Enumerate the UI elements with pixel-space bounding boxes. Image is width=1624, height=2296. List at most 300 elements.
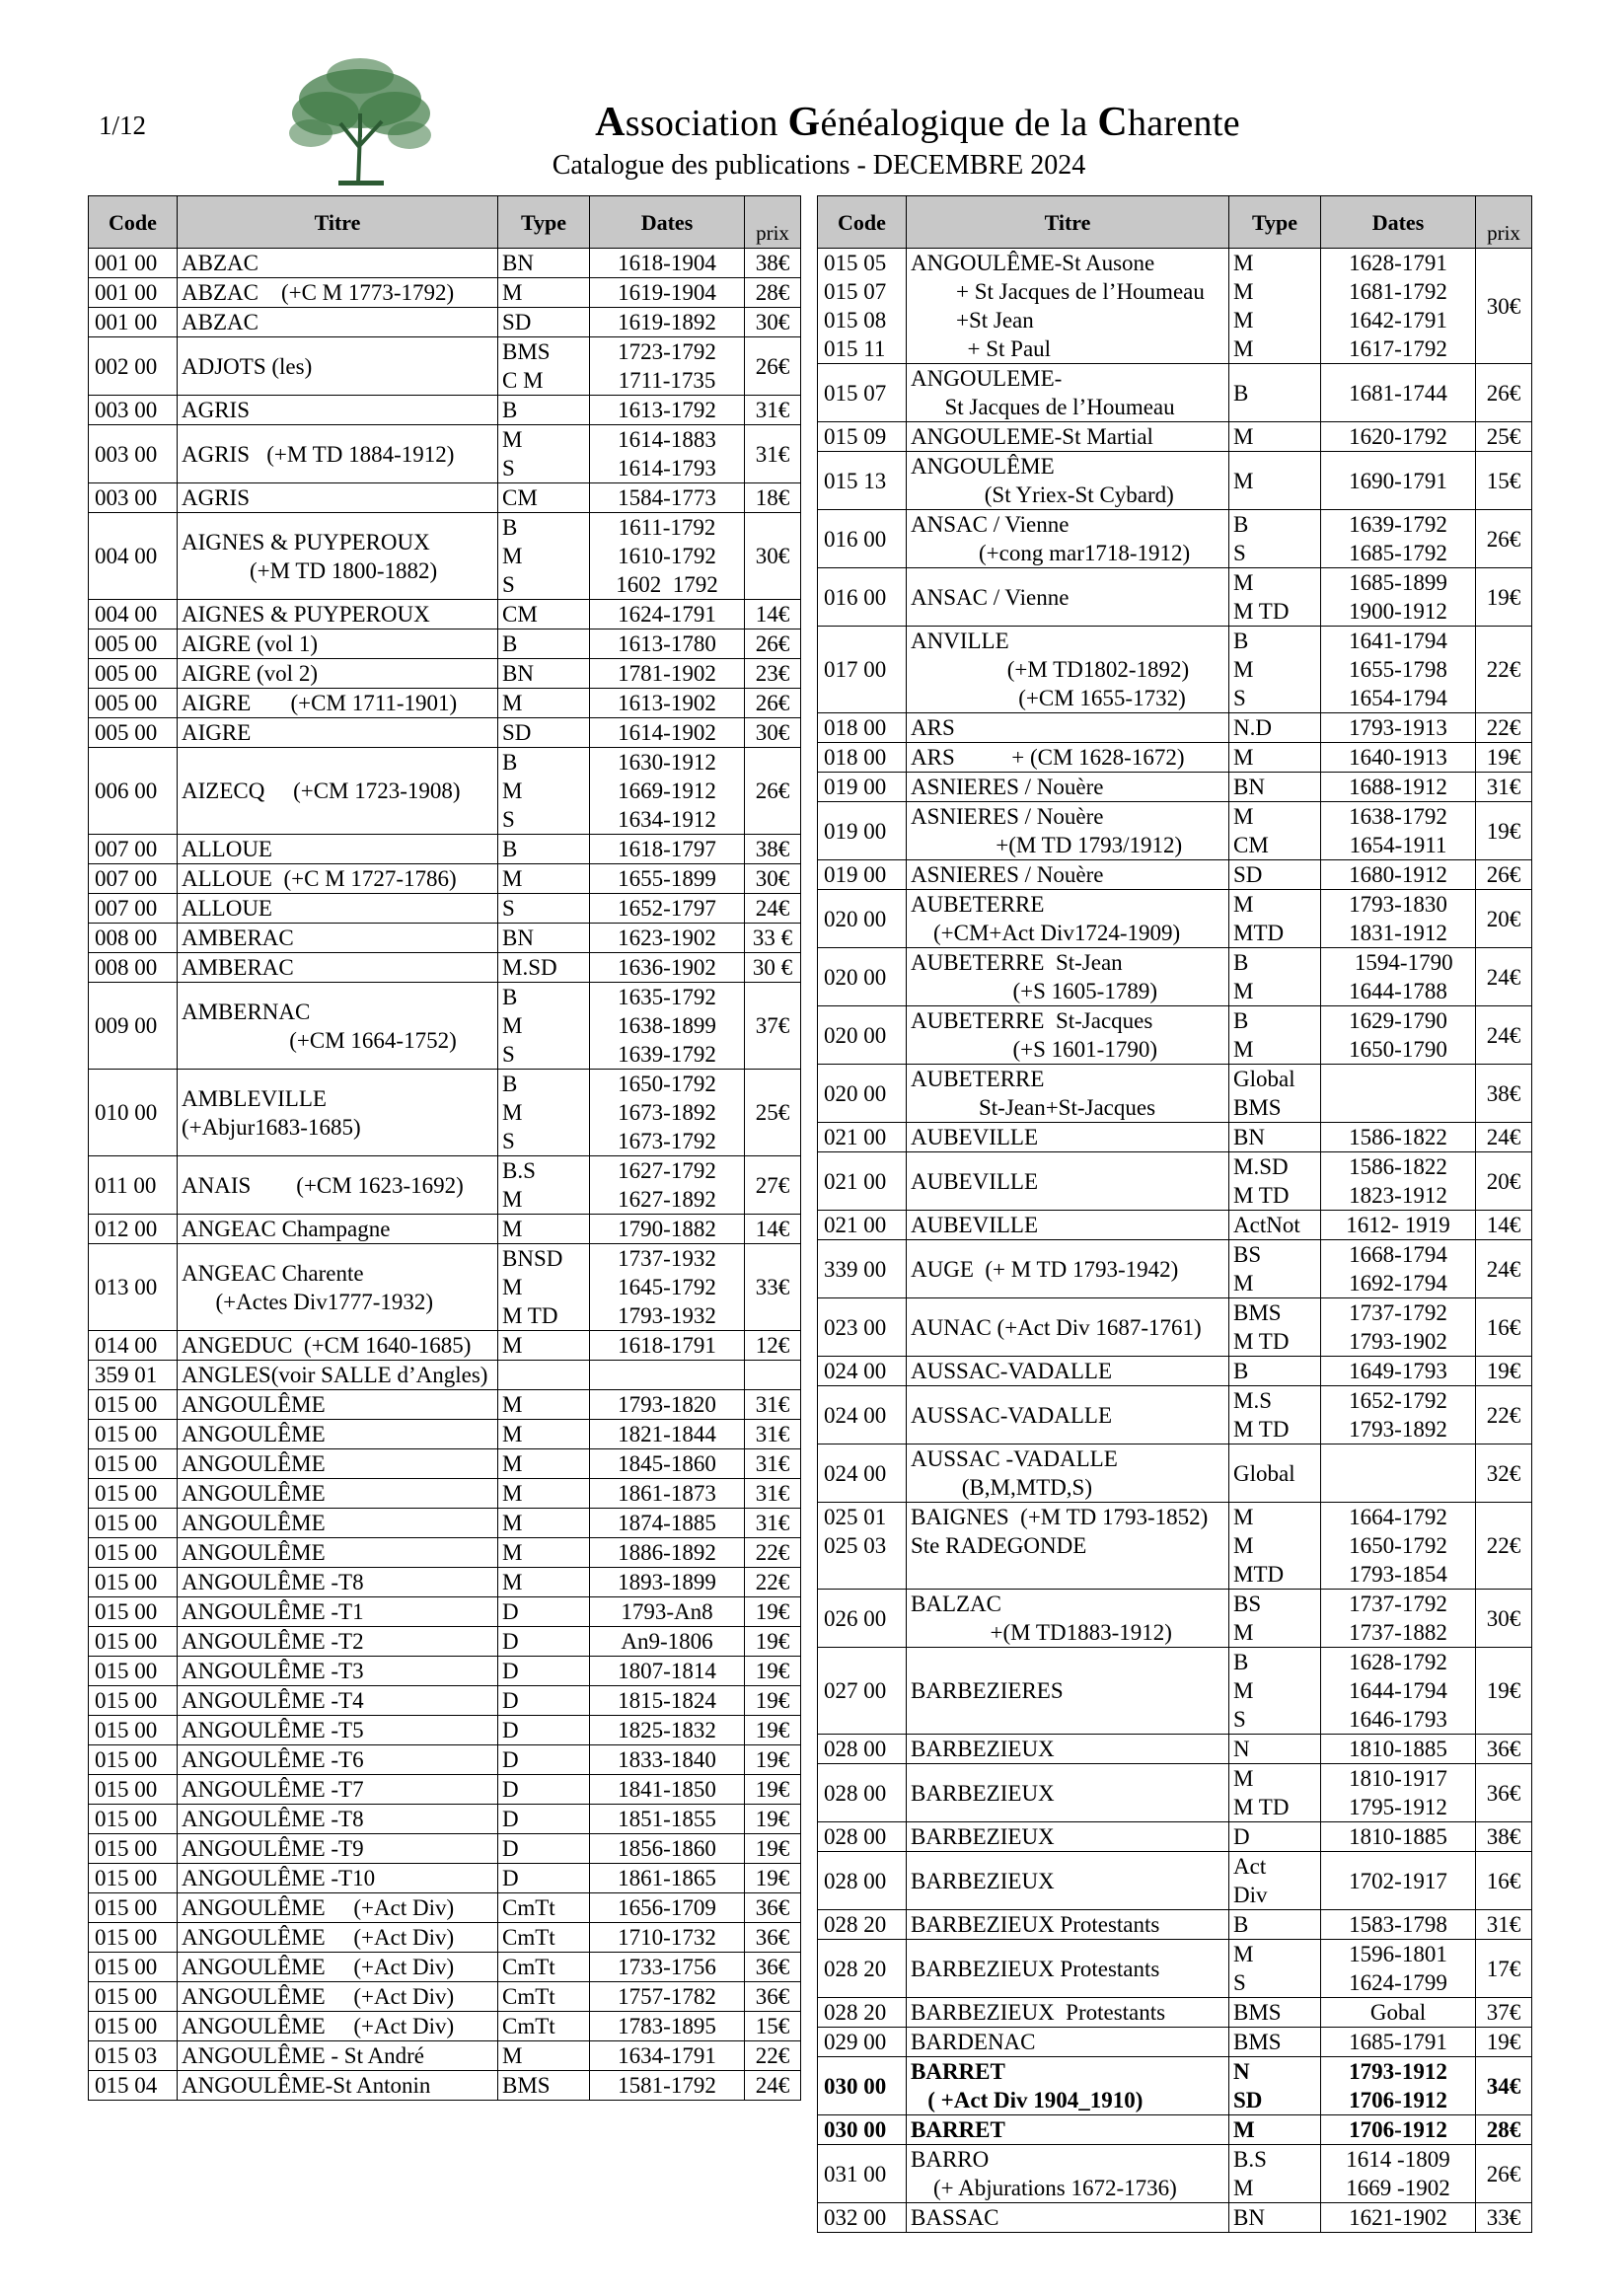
cell-code: 028 00 — [818, 1822, 907, 1852]
cell-type: D — [498, 1716, 590, 1745]
cell-prix: 30€ — [1476, 1590, 1532, 1648]
cell-dates: 1652-1792 1793-1892 — [1321, 1386, 1476, 1444]
cell-type: B.S M — [1229, 2145, 1321, 2203]
cell-titre: AUBETERRE (+CM+Act Div1724-1909) — [907, 890, 1229, 948]
cell-code: 015 00 — [89, 1568, 178, 1597]
cell-dates: 1613-1792 — [590, 396, 745, 425]
cell-dates: 1629-1790 1650-1790 — [1321, 1006, 1476, 1065]
cell-type: M — [498, 2041, 590, 2071]
cell-prix: 12€ — [745, 1331, 801, 1361]
cell-dates: 1793-1913 — [1321, 713, 1476, 743]
cell-titre: ANGOULÊME -T3 — [178, 1657, 498, 1686]
cell-dates: 1618-1791 — [590, 1331, 745, 1361]
cell-prix: 22€ — [1476, 713, 1532, 743]
cell-dates: 1737-1792 1737-1882 — [1321, 1590, 1476, 1648]
cell-prix: 31€ — [1476, 1910, 1532, 1940]
table-row — [89, 1864, 801, 1893]
table-row — [818, 364, 1532, 422]
cell-dates — [1321, 1444, 1476, 1503]
cell-titre: ANGOULÊME - St André — [178, 2041, 498, 2071]
catalogue-table-left — [88, 195, 801, 2101]
cell-prix: 24€ — [1476, 1240, 1532, 1298]
table-row — [818, 1298, 1532, 1357]
cell-type: D — [498, 1805, 590, 1834]
cell-code: 015 00 — [89, 1716, 178, 1745]
cell-titre: BARRO (+ Abjurations 1672-1736) — [907, 2145, 1229, 2203]
cell-prix: 26€ — [1476, 2145, 1532, 2203]
cell-prix: 18€ — [745, 483, 801, 513]
cell-code: 015 00 — [89, 1420, 178, 1449]
cell-prix: 15€ — [745, 2012, 801, 2041]
cell-titre: ASNIERES / Nouère — [907, 860, 1229, 890]
cell-dates: 1640-1913 — [1321, 743, 1476, 773]
cell-titre: BARBEZIEUX — [907, 1735, 1229, 1764]
cell-type: M S — [498, 425, 590, 483]
cell-titre: AMBERAC — [178, 924, 498, 953]
cell-code: 028 00 — [818, 1764, 907, 1822]
cell-type: M — [1229, 422, 1321, 452]
header-type: Type — [498, 196, 590, 249]
header-prix: prix — [745, 196, 801, 249]
cell-titre: ANGOULÊME — [178, 1449, 498, 1479]
cell-dates: 1825-1832 — [590, 1716, 745, 1745]
cell-dates: 1636-1902 — [590, 953, 745, 983]
cell-prix: 25€ — [745, 1070, 801, 1156]
cell-prix: 30€ — [745, 513, 801, 600]
cell-prix: 17€ — [1476, 1940, 1532, 1998]
cell-type: CmTt — [498, 1953, 590, 1982]
cell-code: 024 00 — [818, 1444, 907, 1503]
table-row — [89, 2041, 801, 2071]
org-title-text: ssociation — [625, 103, 788, 144]
table-row — [89, 1361, 801, 1390]
cell-titre: ABZAC (+C M 1773-1792) — [178, 278, 498, 308]
cell-code: 015 00 — [89, 1805, 178, 1834]
cell-prix: 28€ — [1476, 2115, 1532, 2145]
table-row — [89, 1156, 801, 1215]
cell-titre: ABZAC — [178, 308, 498, 337]
org-title-initial: A — [595, 100, 626, 145]
cell-prix: 22€ — [1476, 627, 1532, 713]
cell-dates: 1628-1791 1681-1792 1642-1791 1617-1792 — [1321, 249, 1476, 364]
table-row — [89, 1745, 801, 1775]
cell-prix: 30€ — [745, 718, 801, 748]
table-row — [818, 802, 1532, 860]
cell-code: 004 00 — [89, 600, 178, 630]
cell-prix: 16€ — [1476, 1298, 1532, 1357]
cell-dates: 1790-1882 — [590, 1215, 745, 1244]
table-row — [818, 422, 1532, 452]
cell-type: BN — [1229, 1123, 1321, 1152]
cell-type: B M S — [498, 513, 590, 600]
cell-code: 028 20 — [818, 1940, 907, 1998]
header-titre: Titre — [907, 196, 1229, 249]
cell-prix: 24€ — [1476, 948, 1532, 1006]
cell-prix: 19€ — [745, 1745, 801, 1775]
cell-type: B M S — [498, 1070, 590, 1156]
cell-prix: 19€ — [745, 1805, 801, 1834]
cell-titre: BARBEZIEUX Protestants — [907, 1940, 1229, 1998]
cell-dates: 1680-1912 — [1321, 860, 1476, 890]
cell-code: 015 00 — [89, 1657, 178, 1686]
cell-code: 028 00 — [818, 1735, 907, 1764]
cell-dates: 1655-1899 — [590, 864, 745, 894]
cell-dates: 1621-1902 — [1321, 2203, 1476, 2233]
table-row — [89, 1953, 801, 1982]
table-row — [818, 1152, 1532, 1211]
cell-dates: 1793-1830 1831-1912 — [1321, 890, 1476, 948]
cell-titre: ANGOULÊME — [178, 1538, 498, 1568]
cell-prix: 30 € — [745, 953, 801, 983]
cell-titre: AMBLEVILLE (+Abjur1683-1685) — [178, 1070, 498, 1156]
cell-code: 015 00 — [89, 1479, 178, 1509]
cell-titre: ANGEAC Champagne — [178, 1215, 498, 1244]
cell-titre: ANGLES(voir SALLE d’Angles) — [178, 1361, 498, 1390]
cell-titre: BARBEZIEUX Protestants — [907, 1998, 1229, 2028]
cell-type: CM — [498, 483, 590, 513]
cell-titre: ANGOULÊME-St Antonin — [178, 2071, 498, 2101]
table-row — [89, 1716, 801, 1745]
table-row — [89, 835, 801, 864]
cell-type: B — [1229, 1357, 1321, 1386]
cell-prix: 38€ — [745, 249, 801, 278]
cell-prix: 36€ — [745, 1982, 801, 2012]
cell-dates: 1628-1792 1644-1794 1646-1793 — [1321, 1648, 1476, 1735]
cell-dates — [1321, 1065, 1476, 1123]
header-dates: Dates — [590, 196, 745, 249]
table-row — [818, 1940, 1532, 1998]
table-row — [89, 2012, 801, 2041]
cell-prix: 19€ — [745, 1686, 801, 1716]
cell-type: B M S — [498, 983, 590, 1070]
cell-prix: 31€ — [745, 1420, 801, 1449]
cell-dates: 1634-1791 — [590, 2041, 745, 2071]
cell-titre: BARRET ( +Act Div 1904_1910) — [907, 2057, 1229, 2115]
cell-code: 013 00 — [89, 1244, 178, 1331]
cell-type: M — [498, 864, 590, 894]
table-row — [89, 396, 801, 425]
cell-type: M — [1229, 452, 1321, 510]
cell-dates: 1613-1902 — [590, 689, 745, 718]
cell-dates: 1618-1797 — [590, 835, 745, 864]
cell-prix: 14€ — [745, 600, 801, 630]
cell-titre: ALLOUE — [178, 835, 498, 864]
cell-type: M — [498, 1215, 590, 1244]
cell-dates: 1614 -1809 1669 -1902 — [1321, 2145, 1476, 2203]
cell-dates: 1584-1773 — [590, 483, 745, 513]
cell-code: 339 00 — [818, 1240, 907, 1298]
cell-prix: 26€ — [745, 630, 801, 659]
cell-prix: 24€ — [1476, 1123, 1532, 1152]
cell-prix: 19€ — [745, 1834, 801, 1864]
cell-code: 003 00 — [89, 396, 178, 425]
cell-titre: BARDENAC — [907, 2028, 1229, 2057]
cell-code: 015 03 — [89, 2041, 178, 2071]
cell-type: M — [1229, 2115, 1321, 2145]
cell-code: 012 00 — [89, 1215, 178, 1244]
header-dates: Dates — [1321, 196, 1476, 249]
cell-prix: 23€ — [745, 659, 801, 689]
cell-titre: BARBEZIEUX — [907, 1852, 1229, 1910]
cell-dates: 1613-1780 — [590, 630, 745, 659]
cell-prix: 26€ — [745, 337, 801, 396]
cell-code: 019 00 — [818, 773, 907, 802]
cell-titre: ALLOUE (+C M 1727-1786) — [178, 864, 498, 894]
cell-prix: 36€ — [745, 1953, 801, 1982]
cell-dates: 1815-1824 — [590, 1686, 745, 1716]
cell-type: CmTt — [498, 1893, 590, 1923]
cell-code: 002 00 — [89, 337, 178, 396]
cell-titre: ANGOULÊME — [178, 1390, 498, 1420]
cell-titre: BARRET — [907, 2115, 1229, 2145]
cell-titre: ANGOULÊME -T10 — [178, 1864, 498, 1893]
table-row — [89, 1215, 801, 1244]
cell-code: 015 00 — [89, 1834, 178, 1864]
table-row — [818, 2028, 1532, 2057]
cell-prix: 34€ — [1476, 2057, 1532, 2115]
cell-prix: 31€ — [745, 1449, 801, 1479]
cell-prix: 26€ — [1476, 860, 1532, 890]
cell-code: 015 00 — [89, 1893, 178, 1923]
cell-titre: ADJOTS (les) — [178, 337, 498, 396]
cell-dates: 1627-1792 1627-1892 — [590, 1156, 745, 1215]
cell-prix: 25€ — [1476, 422, 1532, 452]
cell-dates: 1688-1912 — [1321, 773, 1476, 802]
cell-prix: 28€ — [745, 278, 801, 308]
table-row — [818, 2145, 1532, 2203]
cell-dates: 1706-1912 — [1321, 2115, 1476, 2145]
cell-prix: 31€ — [745, 1509, 801, 1538]
cell-dates: 1757-1782 — [590, 1982, 745, 2012]
cell-titre: ARS + (CM 1628-1672) — [907, 743, 1229, 773]
cell-dates: 1861-1865 — [590, 1864, 745, 1893]
cell-prix: 22€ — [1476, 1503, 1532, 1590]
table-row — [89, 1420, 801, 1449]
table-row — [818, 249, 1532, 364]
cell-code: 016 00 — [818, 568, 907, 627]
cell-type: CmTt — [498, 1923, 590, 1953]
cell-code: 007 00 — [89, 864, 178, 894]
table-row — [818, 773, 1532, 802]
table-row — [818, 2057, 1532, 2115]
cell-titre: ANGOULÊME — [178, 1509, 498, 1538]
cell-code: 020 00 — [818, 1006, 907, 1065]
table-row — [89, 689, 801, 718]
cell-dates: 1656-1709 — [590, 1893, 745, 1923]
cell-code: 021 00 — [818, 1152, 907, 1211]
cell-dates: Gobal — [1321, 1998, 1476, 2028]
cell-type: M S — [1229, 1940, 1321, 1998]
cell-titre: AGRIS — [178, 483, 498, 513]
cell-code: 015 00 — [89, 1953, 178, 1982]
table-row — [818, 1211, 1532, 1240]
cell-type: M — [498, 1420, 590, 1449]
cell-dates: 1781-1902 — [590, 659, 745, 689]
table-row — [818, 948, 1532, 1006]
cell-prix: 24€ — [1476, 1006, 1532, 1065]
cell-type: BMS — [1229, 2028, 1321, 2057]
cell-dates: 1619-1892 — [590, 308, 745, 337]
cell-titre: AUSSAC-VADALLE — [907, 1357, 1229, 1386]
table-row — [89, 1331, 801, 1361]
cell-code: 001 00 — [89, 249, 178, 278]
cell-type: M M M M — [1229, 249, 1321, 364]
cell-prix: 38€ — [1476, 1822, 1532, 1852]
catalogue-table-right — [817, 195, 1532, 2233]
table-row — [818, 1444, 1532, 1503]
cell-code: 032 00 — [818, 2203, 907, 2233]
organization-title — [533, 99, 1302, 146]
table-row — [89, 483, 801, 513]
table-row — [818, 452, 1532, 510]
cell-dates: 1845-1860 — [590, 1449, 745, 1479]
cell-type: B — [1229, 1910, 1321, 1940]
table-row — [89, 1627, 801, 1657]
cell-code: 023 00 — [818, 1298, 907, 1357]
cell-type: CM — [498, 600, 590, 630]
cell-titre: AIGRE (vol 1) — [178, 630, 498, 659]
cell-titre: BARBEZIEUX Protestants — [907, 1910, 1229, 1940]
cell-prix: 31€ — [745, 1390, 801, 1420]
cell-titre: ANGOULÊME (+Act Div) — [178, 1982, 498, 2012]
table-row — [818, 1240, 1532, 1298]
cell-dates: 1810-1885 — [1321, 1735, 1476, 1764]
cell-code: 028 00 — [818, 1852, 907, 1910]
cell-code: 024 00 — [818, 1357, 907, 1386]
cell-titre: ANGOULÊME -T8 — [178, 1805, 498, 1834]
cell-titre: ANGOULEME-St Martial — [907, 422, 1229, 452]
cell-code: 003 00 — [89, 483, 178, 513]
cell-code: 017 00 — [818, 627, 907, 713]
cell-code: 015 00 — [89, 1538, 178, 1568]
cell-dates: 1783-1895 — [590, 2012, 745, 2041]
org-title-initial: G — [787, 100, 821, 145]
cell-type: M.SD — [498, 953, 590, 983]
cell-titre: AUBEVILLE — [907, 1211, 1229, 1240]
cell-dates — [590, 1361, 745, 1390]
cell-type: D — [1229, 1822, 1321, 1852]
cell-titre: AGRIS (+M TD 1884-1912) — [178, 425, 498, 483]
cell-prix: 31€ — [745, 396, 801, 425]
cell-titre: AUBETERRE St-Jean+St-Jacques — [907, 1065, 1229, 1123]
tree-logo-icon — [281, 54, 439, 187]
cell-dates: 1851-1855 — [590, 1805, 745, 1834]
cell-dates: 1793-An8 — [590, 1597, 745, 1627]
cell-type: M.S M TD — [1229, 1386, 1321, 1444]
cell-prix: 36€ — [1476, 1735, 1532, 1764]
cell-type: M — [498, 1509, 590, 1538]
cell-type: BMS M TD — [1229, 1298, 1321, 1357]
cell-type: N SD — [1229, 2057, 1321, 2115]
cell-dates: 1652-1797 — [590, 894, 745, 924]
cell-dates: 1624-1791 — [590, 600, 745, 630]
cell-code: 015 13 — [818, 452, 907, 510]
cell-dates: 1793-1820 — [590, 1390, 745, 1420]
cell-titre: ALLOUE — [178, 894, 498, 924]
table-row — [89, 308, 801, 337]
cell-type: BMS C M — [498, 337, 590, 396]
cell-code: 001 00 — [89, 308, 178, 337]
cell-dates: 1664-1792 1650-1792 1793-1854 — [1321, 1503, 1476, 1590]
cell-titre: ANGOULÊME -T5 — [178, 1716, 498, 1745]
cell-titre: AGRIS — [178, 396, 498, 425]
cell-titre: AUSSAC-VADALLE — [907, 1386, 1229, 1444]
cell-dates: 1733-1756 — [590, 1953, 745, 1982]
cell-code: 011 00 — [89, 1156, 178, 1215]
table-row — [89, 630, 801, 659]
cell-type: M CM — [1229, 802, 1321, 860]
page-number: 1/12 — [99, 111, 147, 140]
cell-type: BS M — [1229, 1240, 1321, 1298]
cell-titre: AIGRE — [178, 718, 498, 748]
cell-code: 015 00 — [89, 1390, 178, 1420]
table-row — [818, 1386, 1532, 1444]
org-title-initial: C — [1097, 100, 1128, 145]
table-row — [89, 337, 801, 396]
cell-dates: 1638-1792 1654-1911 — [1321, 802, 1476, 860]
cell-type: B M — [1229, 1006, 1321, 1065]
cell-type: M — [498, 1331, 590, 1361]
table-row — [818, 1735, 1532, 1764]
cell-titre: ANGOULÊME -T2 — [178, 1627, 498, 1657]
table-row — [818, 1910, 1532, 1940]
cell-code: 010 00 — [89, 1070, 178, 1156]
table-row — [818, 1503, 1532, 1590]
cell-dates: 1630-1912 1669-1912 1634-1912 — [590, 748, 745, 835]
cell-prix: 19€ — [745, 1657, 801, 1686]
cell-dates: 1635-1792 1638-1899 1639-1792 — [590, 983, 745, 1070]
cell-type: M — [498, 1538, 590, 1568]
cell-prix: 15€ — [1476, 452, 1532, 510]
cell-code: 028 20 — [818, 1910, 907, 1940]
cell-prix: 22€ — [1476, 1386, 1532, 1444]
cell-type: D — [498, 1775, 590, 1805]
cell-dates: An9-1806 — [590, 1627, 745, 1657]
cell-code: 026 00 — [818, 1590, 907, 1648]
cell-prix: 22€ — [745, 1538, 801, 1568]
cell-type: M — [498, 1390, 590, 1420]
cell-type: CmTt — [498, 2012, 590, 2041]
table-row — [89, 894, 801, 924]
cell-code: 007 00 — [89, 894, 178, 924]
cell-code: 004 00 — [89, 513, 178, 600]
cell-prix: 33€ — [745, 1244, 801, 1331]
cell-code: 015 04 — [89, 2071, 178, 2101]
header-type: Type — [1229, 196, 1321, 249]
cell-titre: AIGNES & PUYPEROUX (+M TD 1800-1882) — [178, 513, 498, 600]
cell-titre: AUBEVILLE — [907, 1152, 1229, 1211]
table-row — [89, 1244, 801, 1331]
cell-type: S — [498, 894, 590, 924]
cell-prix: 37€ — [1476, 1998, 1532, 2028]
cell-dates: 1856-1860 — [590, 1834, 745, 1864]
catalogue-subtitle: Catalogue des publications - DECEMBRE 2024 — [552, 150, 1086, 181]
table-row — [89, 1775, 801, 1805]
table-row — [89, 924, 801, 953]
table-header-row — [818, 196, 1532, 249]
cell-code: 005 00 — [89, 689, 178, 718]
cell-titre: ARS — [907, 713, 1229, 743]
cell-code: 020 00 — [818, 1065, 907, 1123]
cell-dates: 1581-1792 — [590, 2071, 745, 2101]
cell-code: 018 00 — [818, 743, 907, 773]
cell-dates: 1641-1794 1655-1798 1654-1794 — [1321, 627, 1476, 713]
cell-titre: ANGOULÊME (+Act Div) — [178, 1923, 498, 1953]
cell-prix: 22€ — [745, 2041, 801, 2071]
table-row — [89, 600, 801, 630]
table-header-row — [89, 196, 801, 249]
cell-code: 030 00 — [818, 2115, 907, 2145]
